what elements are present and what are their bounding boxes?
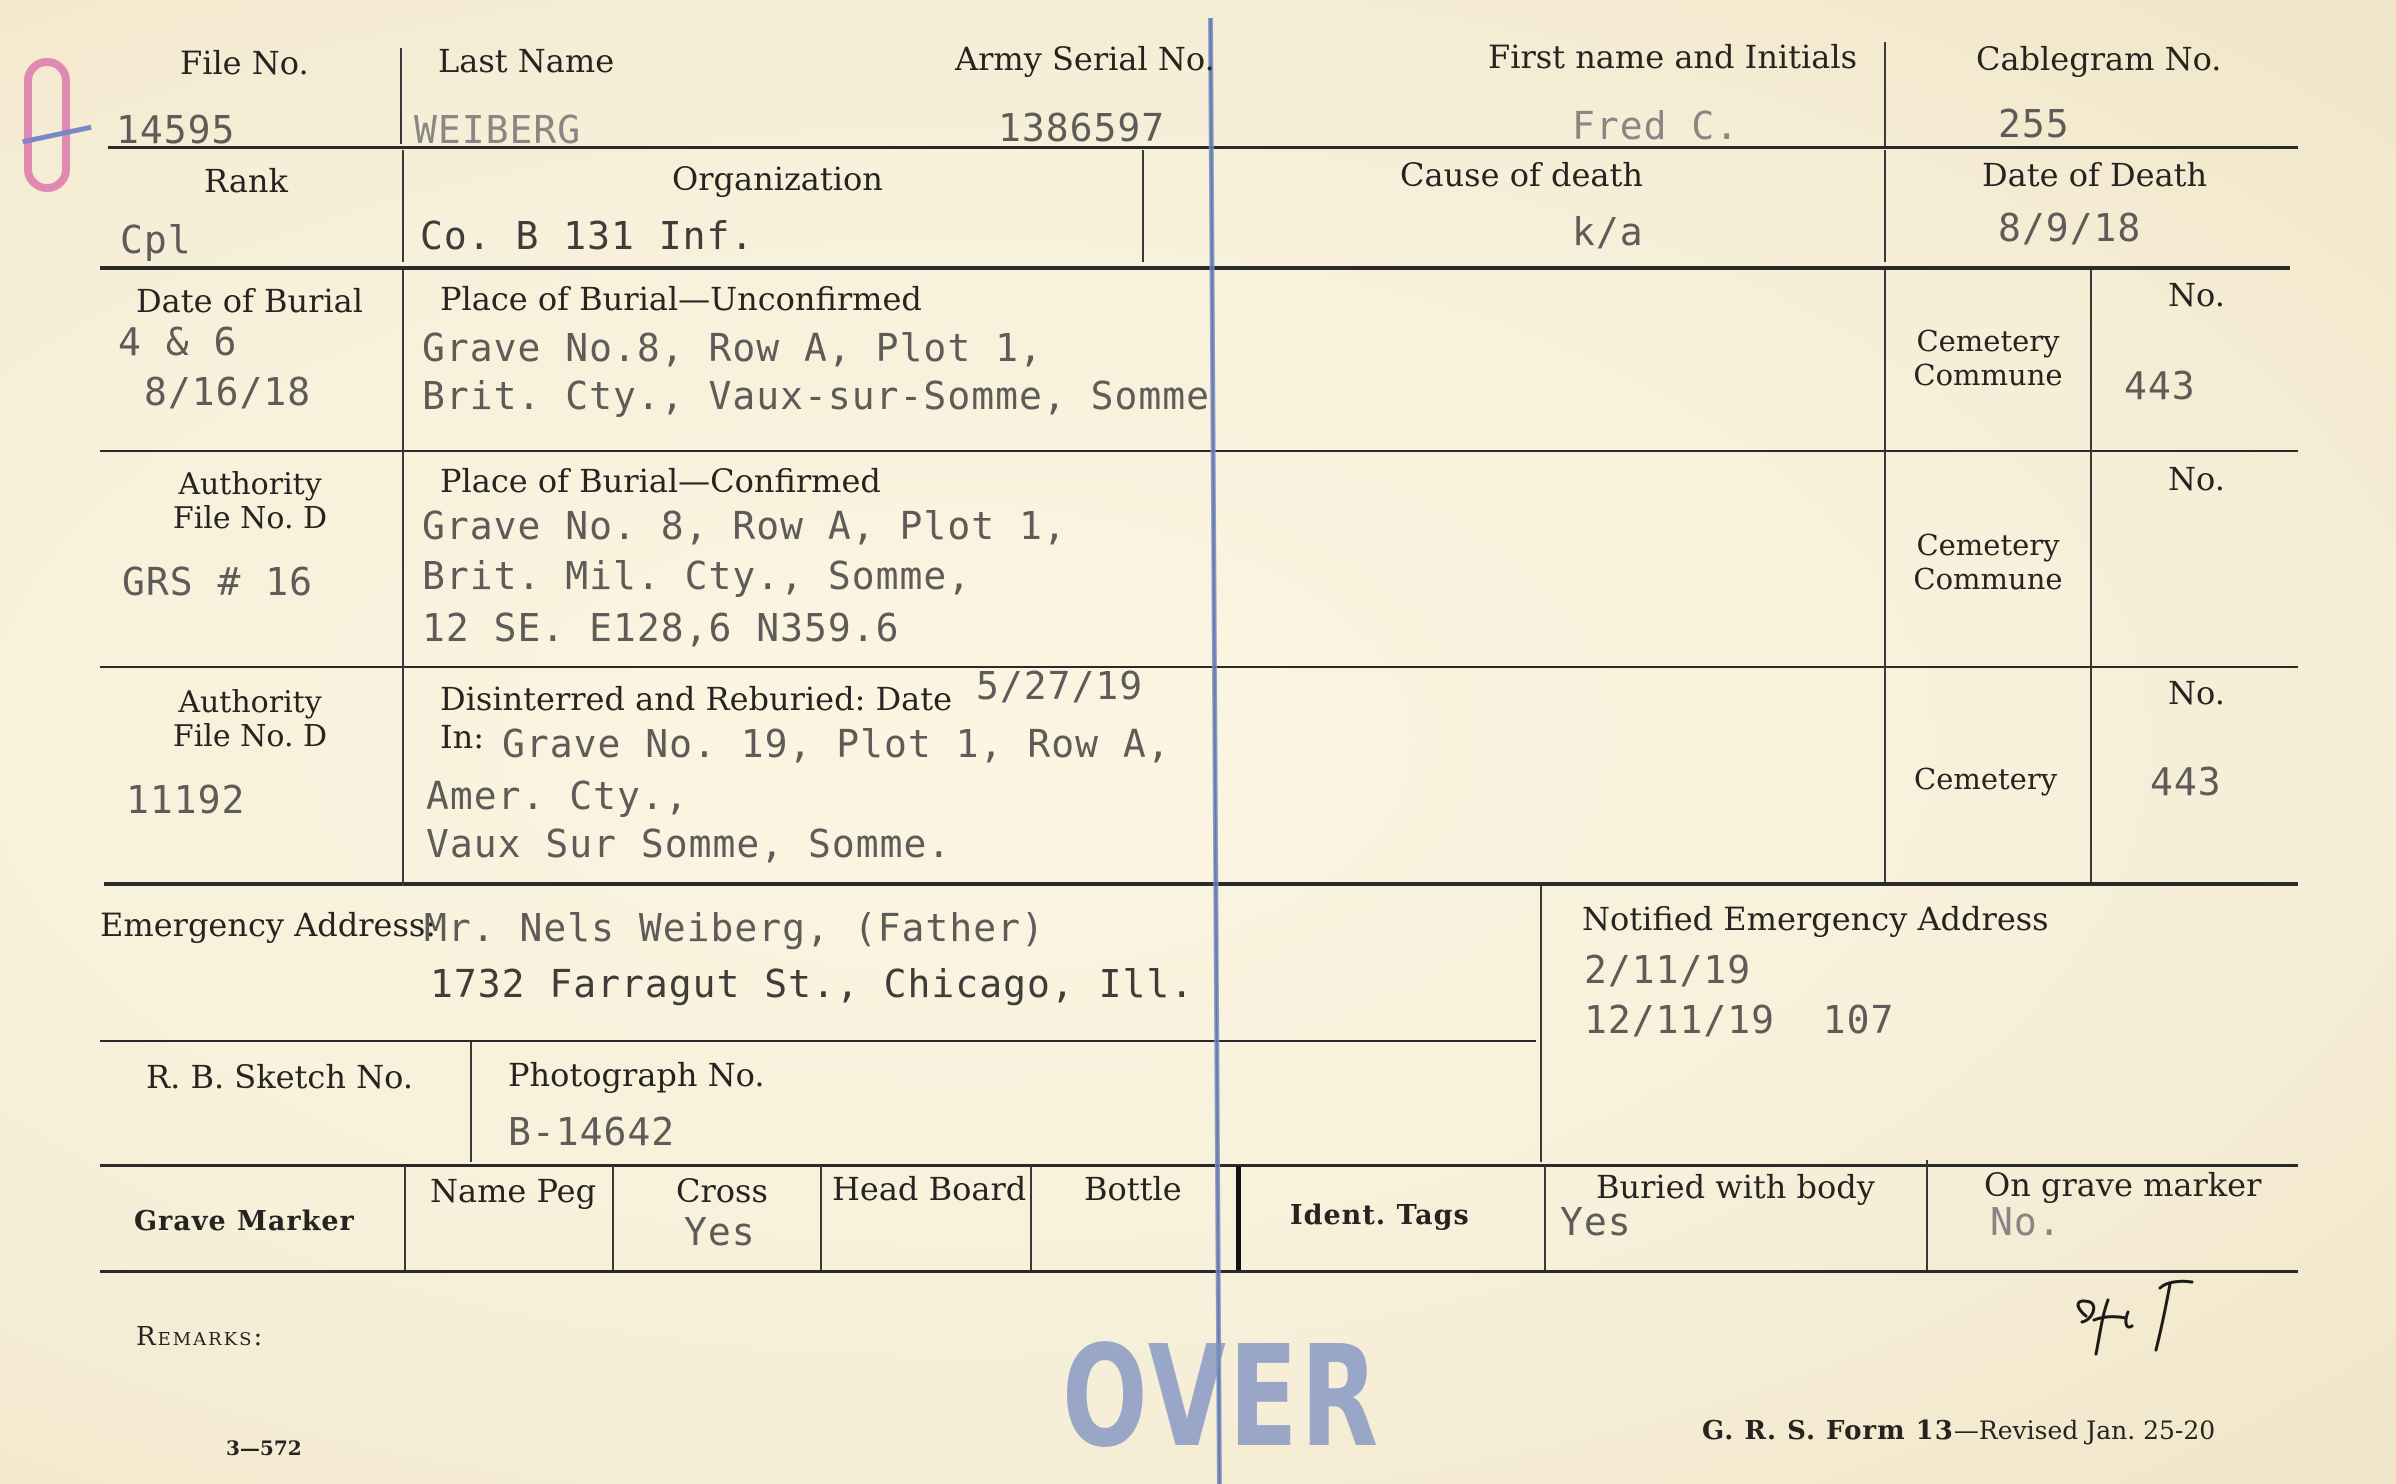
vrule-12 bbox=[612, 1166, 614, 1270]
reburied-no-label: No. bbox=[2168, 674, 2225, 712]
bottle-label: Bottle bbox=[1084, 1170, 1182, 1208]
vrule-11 bbox=[404, 1166, 406, 1270]
date-of-burial-label: Date of Burial bbox=[136, 282, 363, 320]
confirmed-cemetery-label: Cemetery Commune bbox=[1913, 528, 2063, 596]
vrule-2 bbox=[1884, 42, 1886, 146]
photograph-value: B-14642 bbox=[508, 1110, 676, 1154]
vrule-16 bbox=[1544, 1166, 1546, 1270]
reburied-date: 5/27/19 bbox=[976, 664, 1144, 708]
vrule-15 bbox=[1236, 1166, 1241, 1270]
confirmed-line1: Grave No. 8, Row A, Plot 1, bbox=[422, 504, 1067, 548]
notified-label: Notified Emergency Address bbox=[1582, 900, 2049, 938]
vrule-4 bbox=[1142, 150, 1144, 262]
name-peg-label: Name Peg bbox=[430, 1172, 597, 1210]
file-no-value: 14595 bbox=[116, 108, 236, 152]
unconfirmed-place-label: Place of Burial—Unconfirmed bbox=[440, 280, 922, 318]
confirmed-line2: Brit. Mil. Cty., Somme, bbox=[422, 554, 972, 598]
serial-value: 1386597 bbox=[998, 106, 1166, 150]
confirmed-line3: 12 SE. E128,6 N359.6 bbox=[422, 606, 900, 650]
on-grave-marker-label: On grave marker bbox=[1984, 1166, 2262, 1204]
cause-value: k/a bbox=[1572, 210, 1644, 254]
rb-sketch-label: R. B. Sketch No. bbox=[146, 1058, 413, 1096]
rule-sketch bbox=[100, 1164, 2298, 1167]
vrule-17 bbox=[1926, 1160, 1928, 1270]
confirmed-authority-value: GRS # 16 bbox=[122, 560, 314, 604]
blue-pencil-line bbox=[1208, 18, 1222, 1484]
last-name-value: WEIBERG bbox=[414, 108, 582, 152]
form-name bbox=[1702, 1416, 2215, 1446]
on-grave-marker-value: No. bbox=[1990, 1200, 2062, 1244]
reburied-cemetery-label: Cemetery bbox=[1914, 762, 2058, 796]
buried-with-body-value: Yes bbox=[1560, 1200, 1632, 1244]
unconfirmed-cemetery-label: Cemetery Commune bbox=[1913, 324, 2063, 392]
reburied-line1: Grave No. 19, Plot 1, Row A, bbox=[502, 722, 1171, 766]
buried-with-body-label: Buried with body bbox=[1596, 1168, 1875, 1206]
serial-label: Army Serial No. bbox=[955, 40, 1215, 78]
form-revision: —Revised Jan. 25-20 bbox=[1953, 1416, 2216, 1445]
reburied-label: Disinterred and Reburied: Date bbox=[440, 680, 953, 718]
date-of-burial-line1: 4 & 6 bbox=[118, 320, 238, 364]
vrule-6 bbox=[402, 270, 404, 886]
remarks-label: Remarks: bbox=[136, 1322, 265, 1352]
reburied-no-value: 443 bbox=[2150, 760, 2222, 804]
confirmed-place-label: Place of Burial—Confirmed bbox=[440, 462, 881, 500]
organization-value: Co. B 131 Inf. bbox=[420, 214, 755, 258]
unconfirmed-no-value: 443 bbox=[2124, 364, 2196, 408]
emergency-address-label: Emergency Address: bbox=[100, 906, 437, 944]
pink-pencil-mark bbox=[24, 58, 70, 192]
rule-confirmed bbox=[100, 666, 2298, 668]
reburied-line2: Amer. Cty., bbox=[426, 774, 689, 818]
ident-tags-label: Ident. Tags bbox=[1290, 1200, 1470, 1231]
confirmed-authority-label: Authority File No. D bbox=[172, 467, 328, 536]
photograph-label: Photograph No. bbox=[508, 1056, 765, 1094]
notified-date2: 12/11/19 107 bbox=[1584, 998, 1895, 1042]
cross-value: Yes bbox=[684, 1210, 756, 1254]
reburied-authority-value: 11192 bbox=[126, 778, 246, 822]
cross-label: Cross bbox=[676, 1172, 768, 1210]
emergency-line2: 1732 Farragut St., Chicago, Ill. bbox=[430, 962, 1195, 1006]
vrule-1 bbox=[400, 48, 402, 144]
vrule-3 bbox=[402, 150, 404, 262]
grave-marker-label: Grave Marker bbox=[134, 1206, 355, 1237]
vrule-10 bbox=[470, 1042, 472, 1162]
rule-unconfirmed bbox=[100, 450, 2298, 452]
reburied-in-label: In: bbox=[440, 718, 485, 756]
reburied-line3: Vaux Sur Somme, Somme. bbox=[426, 822, 952, 866]
unconfirmed-no-label: No. bbox=[2168, 276, 2225, 314]
file-no-label: File No. bbox=[180, 44, 309, 82]
cause-label: Cause of death bbox=[1400, 156, 1643, 194]
unconfirmed-line2: Brit. Cty., Vaux-sur-Somme, Somme bbox=[422, 374, 1210, 418]
rule-marker bbox=[100, 1270, 2298, 1273]
first-name-label: First name and Initials bbox=[1488, 38, 1857, 76]
reburied-authority-label: Authority File No. D bbox=[172, 685, 328, 754]
unconfirmed-line1: Grave No.8, Row A, Plot 1, bbox=[422, 326, 1043, 370]
rule-reburied bbox=[104, 882, 2298, 886]
confirmed-no-label: No. bbox=[2168, 460, 2225, 498]
vrule-9 bbox=[1540, 886, 1542, 1162]
handwritten-initials bbox=[2068, 1276, 2198, 1366]
rule-emergency bbox=[100, 1040, 1536, 1042]
vrule-5 bbox=[1884, 150, 1886, 262]
notified-date1: 2/11/19 bbox=[1584, 948, 1752, 992]
cablegram-value: 255 bbox=[1998, 102, 2070, 146]
last-name-label: Last Name bbox=[438, 42, 615, 80]
form-number: 3—572 bbox=[226, 1436, 302, 1460]
rule-row2 bbox=[100, 266, 2290, 270]
first-name-value: Fred C. bbox=[1572, 104, 1740, 148]
vrule-13 bbox=[820, 1166, 822, 1270]
date-of-death-label: Date of Death bbox=[1982, 156, 2208, 194]
form-name-bold: G. R. S. Form 13 bbox=[1702, 1416, 1954, 1446]
date-of-burial-line2: 8/16/18 bbox=[144, 370, 312, 414]
organization-label: Organization bbox=[672, 160, 883, 198]
over-stamp: OVER bbox=[1062, 1316, 1381, 1479]
vrule-14 bbox=[1030, 1166, 1032, 1270]
vrule-7 bbox=[1884, 270, 1886, 882]
rank-value: Cpl bbox=[120, 218, 192, 262]
vrule-8 bbox=[2090, 270, 2092, 882]
rank-label: Rank bbox=[204, 162, 288, 200]
date-of-death-value: 8/9/18 bbox=[1998, 206, 2142, 250]
cablegram-label: Cablegram No. bbox=[1976, 40, 2222, 78]
emergency-line1: Mr. Nels Weiberg, (Father) bbox=[424, 906, 1045, 950]
head-board-label: Head Board bbox=[832, 1170, 1027, 1208]
